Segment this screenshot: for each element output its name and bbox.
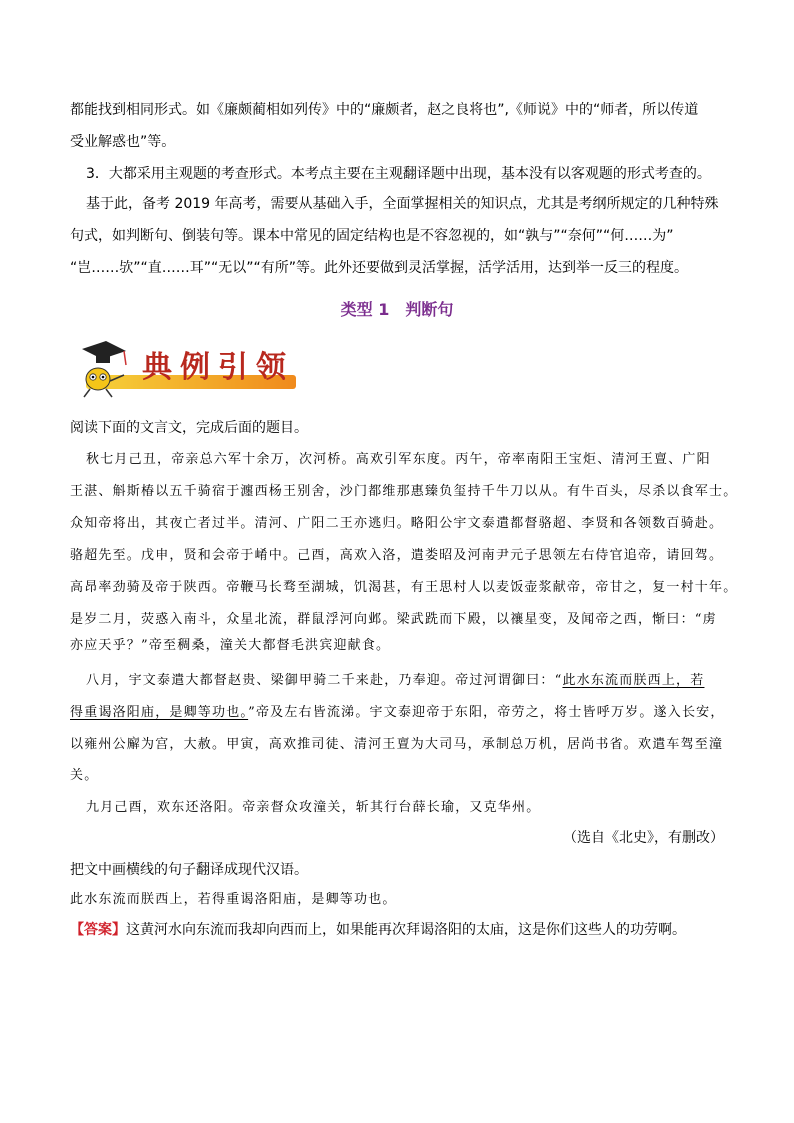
passage-p1-line-6: 是岁二月，荧惑入南斗，众星北流，群鼠浮河向邺。梁武跣而下殿，以禳星变，及闻帝之西，惭曰：“虏 xyxy=(70,612,717,627)
passage-p3: 九月己酉，欢东还洛阳。帝亲督众攻潼关，斩其行台薛长瑜，又克华州。 xyxy=(86,800,541,815)
passage-p1-line-2: 王湛、斛斯椿以五千骑宿于瀍西杨王别舍，沙门都维那惠臻负玺持千牛刀以从。有牛百头，尽杀以食军士。 xyxy=(70,484,738,499)
intro-line-2: 受业解惑也”等。 xyxy=(70,134,176,150)
question-prompt: 把文中画横线的句子翻译成现代汉语。 xyxy=(70,862,308,878)
underlined-sentence-part-1: 此水东流而朕西上，若 xyxy=(562,673,705,688)
banner-text: 典例引领 xyxy=(142,350,294,385)
intro-line-3: 3．大都采用主观题的考查形式。本考点主要在主观翻译题中出现，基本没有以客观题的形式考查的。 xyxy=(86,166,711,182)
passage-p1-line-4: 骆超先至。戊申，贤和会帝于崤中。己酉，高欢入洛，遣娄昭及河南尹元子思领左右侍官追帝，请回驾。 xyxy=(70,548,724,563)
passage-p2-line-2 xyxy=(70,703,730,723)
intro-line-5: 句式，如判断句、倒装句等。课本中常见的固定结构也是不容忽视的，如“孰与”“奈何”“何……为” xyxy=(70,228,674,244)
passage-p2-line-1 xyxy=(86,671,730,691)
passage-p1-line-7: 亦应天乎？”帝至稠桑，潼关大都督毛洪宾迎献食。 xyxy=(70,638,391,653)
answer-line xyxy=(70,920,730,940)
intro-line-1: 都能找到相同形式。如《廉颇蔺相如列传》中的“廉颇者，赵之良将也”,《师说》中的“师者，所以传道 xyxy=(70,102,699,118)
task-instruction: 阅读下面的文言文，完成后面的题目。 xyxy=(70,420,308,436)
underlined-sentence-part-2: 得重谒洛阳庙，是卿等功也。 xyxy=(70,705,249,720)
passage-p1-line-1: 秋七月己丑，帝亲总六军十余万，次河桥。高欢引军东度。丙午，帝率南阳王宝炬、清河王亶、广阳 xyxy=(86,452,711,467)
passage-p1-line-3: 众知帝将出，其夜亡者过半。清河、广阳二王亦逃归。略阳公宇文泰遣都督骆超、李贤和各领数百骑赴。 xyxy=(70,516,724,531)
intro-line-4: 基于此，备考 2019 年高考，需要从基础入手，全面掌握相关的知识点，尤其是考纲所规定的几种特殊 xyxy=(86,196,719,212)
example-banner xyxy=(76,335,296,399)
intro-line-6: “岂……欤”“直……耳”“无以”“有所”等。此外还要做到灵活掌握，活学活用，达到举一反三的程度。 xyxy=(70,260,689,276)
source-citation: （选自《北史》，有删改） xyxy=(563,830,724,846)
passage-p2-after-underline: ”帝及左右皆流涕。宇文泰迎帝于东阳，帝劳之，将士皆呼万岁。遂入长安， xyxy=(248,705,725,720)
section-title: 类型 1 判断句 xyxy=(340,300,454,319)
answer-text: 这黄河水向东流而我却向西而上，如果能再次拜谒洛阳的太庙，这是你们这些人的功劳啊。 xyxy=(126,922,686,938)
passage-p2-line-4: 关。 xyxy=(70,768,99,783)
question-sentence: 此水东流而朕西上，若得重谒洛阳庙，是卿等功也。 xyxy=(70,892,397,907)
passage-p2-line-3: 以雍州公廨为宫，大赦。甲寅，高欢推司徒、清河王亶为大司马，承制总万机，居尚书省。欢遣车驾至潼 xyxy=(70,737,724,752)
passage-p1-line-5: 高昂率劲骑及帝于陕西。帝鞭马长骛至湖城，饥渴甚，有王思村人以麦饭壶浆献帝，帝甘之，复一村十年。 xyxy=(70,580,738,595)
answer-tag: 【答案】 xyxy=(70,922,126,938)
passage-p2-start: 八月，宇文泰遣大都督赵贵、梁御甲骑二千来赴，乃奉迎。帝过河谓御曰：“ xyxy=(86,673,563,688)
